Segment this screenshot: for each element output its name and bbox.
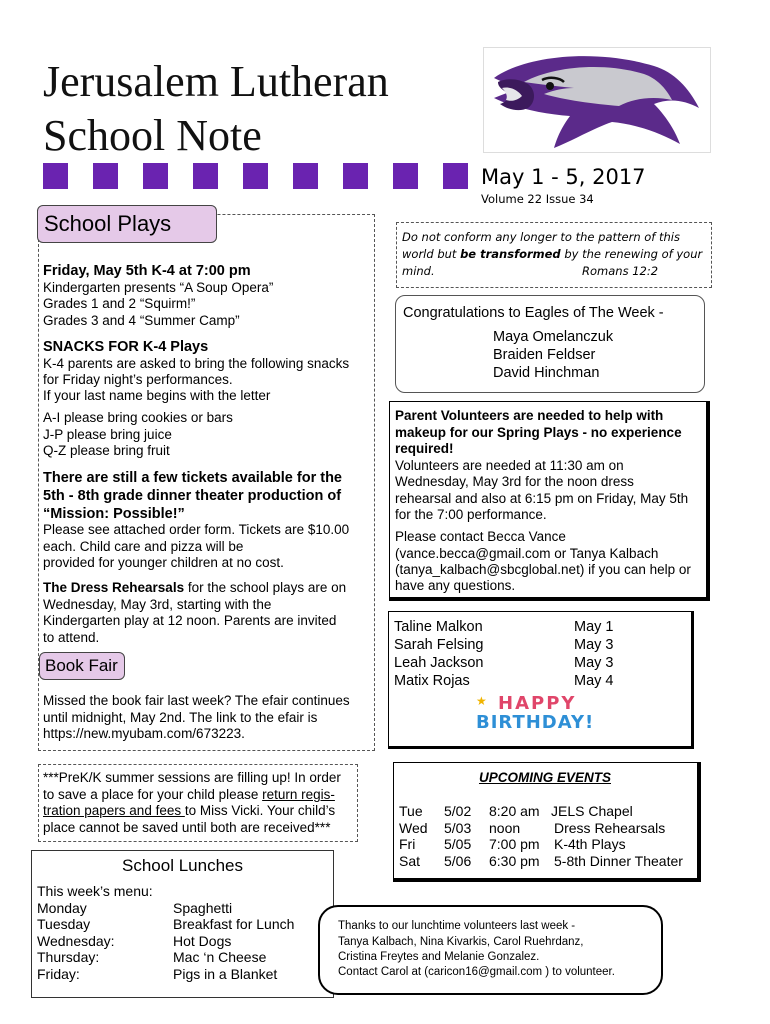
eagle-name: Maya Omelanczuk bbox=[493, 329, 614, 345]
book-fair-line: until midnight, May 2nd. The link to the efair is bbox=[43, 710, 318, 725]
purple-checker-band bbox=[43, 163, 493, 189]
volunteers-heading: required! bbox=[395, 441, 454, 456]
school-plays-heading-pill bbox=[37, 205, 217, 243]
event-name: 5-8th Dinner Theater bbox=[554, 853, 683, 869]
school-lunches-heading: School Lunches bbox=[122, 856, 243, 875]
event-date: 5/03 bbox=[444, 820, 472, 836]
lunch-day: Friday: bbox=[37, 966, 80, 982]
birthday-date: May 4 bbox=[574, 673, 614, 689]
snacks-line: K-4 parents are asked to bring the following snacks bbox=[43, 356, 350, 371]
event-name: K-4th Plays bbox=[554, 836, 626, 852]
dress-rehearsal-bold: The Dress Rehearsals bbox=[43, 580, 185, 595]
volunteers-contact: Please contact Becca Vance bbox=[395, 529, 566, 544]
book-fair-line: Missed the book fair last week? The efair continues bbox=[43, 693, 350, 708]
snacks-line: for Friday night’s performances. bbox=[43, 372, 233, 387]
friday-plays-line: Grades 3 and 4 “Summer Camp” bbox=[43, 313, 240, 328]
birthday-date: May 3 bbox=[574, 637, 614, 653]
eagles-heading: Congratulations to Eagles of The Week - bbox=[403, 305, 664, 321]
verse-line: mind. bbox=[402, 264, 435, 278]
book-fair-heading-pill bbox=[39, 652, 125, 680]
event-day: Fri bbox=[399, 836, 416, 852]
tickets-heading: 5th - 8th grade dinner theater production of bbox=[43, 488, 342, 504]
event-time: noon bbox=[489, 820, 521, 836]
birthday-name: Taline Malkon bbox=[394, 619, 483, 635]
event-name: Dress Rehearsals bbox=[554, 820, 666, 836]
prek-text: to Miss Vicki. Your child’s bbox=[184, 803, 336, 818]
verse-emphasis: be transformed bbox=[460, 247, 561, 261]
snacks-line: If your last name begins with the letter bbox=[43, 388, 271, 403]
event-day: Tue bbox=[399, 803, 423, 819]
friday-plays-line: Grades 1 and 2 “Squirm!” bbox=[43, 296, 196, 311]
lunch-intro: This week’s menu: bbox=[37, 883, 153, 899]
lunch-day: Thursday: bbox=[37, 949, 100, 965]
verse-line bbox=[402, 246, 702, 263]
tickets-line: Please see attached order form. Tickets are $10.00 bbox=[43, 522, 350, 537]
snack-letter-line: A-I please bring cookies or bars bbox=[43, 410, 233, 425]
tickets-heading: There are still a few tickets available for the bbox=[43, 470, 342, 486]
event-name: JELS Chapel bbox=[551, 803, 633, 819]
volunteers-contact: (tanya_kalbach@sbcglobal.net) if you can help or bbox=[395, 562, 691, 577]
dress-rehearsal-line: Kindergarten play at 12 noon. Parents are invited bbox=[43, 613, 337, 628]
lunch-meal: Breakfast for Lunch bbox=[173, 916, 295, 932]
upcoming-events-heading: UPCOMING EVENTS bbox=[478, 770, 611, 785]
happy-text: HAPPY bbox=[498, 693, 577, 714]
thanks-line: Thanks to our lunchtime volunteers last week - bbox=[338, 920, 576, 932]
event-date: 5/02 bbox=[444, 803, 472, 819]
prek-line: ***PreK/K summer sessions are filling up! In order bbox=[43, 770, 341, 785]
lunch-meal: Mac ‘n Cheese bbox=[173, 949, 267, 965]
thanks-line: Cristina Freytes and Melanie Gonzalez. bbox=[338, 951, 540, 963]
lunch-day: Tuesday bbox=[37, 916, 91, 932]
lunch-meal: Pigs in a Blanket bbox=[173, 966, 278, 982]
happy-birthday-banner bbox=[476, 694, 600, 736]
prek-line bbox=[43, 787, 335, 804]
prek-line: place cannot be saved until both are received*** bbox=[43, 820, 331, 835]
eagle-name: Braiden Feldser bbox=[493, 347, 596, 363]
lunch-day: Monday bbox=[37, 900, 87, 916]
volunteers-heading: makeup for our Spring Plays - no experience bbox=[395, 425, 682, 440]
lunch-meal: Hot Dogs bbox=[173, 933, 232, 949]
eagle-name: David Hinchman bbox=[493, 365, 600, 381]
issue-volume: Volume 22 Issue 34 bbox=[481, 192, 594, 206]
volunteers-heading: Parent Volunteers are needed to help with bbox=[395, 408, 664, 423]
volunteers-line: Wednesday, May 3rd for the noon dress bbox=[395, 474, 634, 489]
dress-rehearsal-rest: for the school plays are on bbox=[184, 580, 347, 595]
snacks-heading: SNACKS FOR K-4 Plays bbox=[43, 339, 209, 355]
birthday-text: BIRTHDAY! bbox=[476, 712, 595, 733]
prek-text: to save a place for your child please bbox=[43, 787, 263, 802]
event-date: 5/06 bbox=[444, 853, 472, 869]
birthday-date: May 3 bbox=[574, 655, 614, 671]
volunteers-contact: have any questions. bbox=[395, 578, 516, 593]
tickets-line: provided for younger children at no cost. bbox=[43, 555, 284, 570]
birthday-name: Sarah Felsing bbox=[394, 637, 484, 653]
prek-underlined: return regis- bbox=[262, 787, 335, 802]
event-time: 6:30 pm bbox=[489, 853, 540, 869]
event-time: 7:00 pm bbox=[489, 836, 540, 852]
friday-plays-line: Kindergarten presents “A Soup Opera” bbox=[43, 280, 274, 295]
star-icon: ★ bbox=[476, 694, 487, 708]
lunch-meal: Spaghetti bbox=[173, 900, 233, 916]
event-date: 5/05 bbox=[444, 836, 472, 852]
friday-plays-heading: Friday, May 5th K-4 at 7:00 pm bbox=[43, 263, 251, 279]
volunteers-line: Volunteers are needed at 11:30 am on bbox=[395, 458, 624, 473]
birthday-date: May 1 bbox=[574, 619, 614, 635]
snack-letter-line: Q-Z please bring fruit bbox=[43, 443, 170, 458]
prek-line bbox=[43, 803, 335, 820]
verse-text: world but bbox=[402, 247, 461, 261]
lunch-day: Wednesday: bbox=[37, 933, 115, 949]
book-fair-heading: Book Fair bbox=[45, 656, 118, 675]
event-time: 8:20 am bbox=[489, 803, 540, 819]
thanks-line: Tanya Kalbach, Nina Kivarkis, Carol Ruehrdanz, bbox=[338, 936, 584, 948]
volunteers-line: for the 7:00 performance. bbox=[395, 507, 547, 522]
thanks-line: Contact Carol at (caricon16@gmail.com ) to volunteer. bbox=[338, 966, 615, 978]
snack-letter-line: J-P please bring juice bbox=[43, 427, 172, 442]
book-fair-link[interactable]: https://new.myubam.com/673223. bbox=[43, 726, 245, 741]
event-day: Sat bbox=[399, 853, 421, 869]
volunteers-line: rehearsal and also at 6:15 pm on Friday, May 5th bbox=[395, 491, 689, 506]
verse-reference: Romans 12:2 bbox=[582, 264, 659, 278]
dress-rehearsal-line: to attend. bbox=[43, 630, 100, 645]
tickets-heading: “Mission: Possible!” bbox=[43, 506, 185, 522]
school-plays-heading: School Plays bbox=[44, 211, 172, 236]
verse-text: by the renewing of your bbox=[560, 247, 703, 261]
dress-rehearsal-line bbox=[43, 580, 346, 597]
eagle-head-logo bbox=[483, 47, 711, 153]
title-line-1: Jerusalem Lutheran bbox=[43, 57, 389, 106]
title-line-2: School Note bbox=[43, 111, 262, 160]
prek-underlined: tration papers and fees bbox=[43, 803, 185, 818]
birthday-name: Leah Jackson bbox=[394, 655, 484, 671]
event-day: Wed bbox=[399, 820, 428, 836]
volunteers-contact: (vance.becca@gmail.com or Tanya Kalbach bbox=[395, 546, 659, 561]
dress-rehearsal-line: Wednesday, May 3rd, starting with the bbox=[43, 597, 272, 612]
verse-line: Do not conform any longer to the pattern of this bbox=[402, 230, 680, 244]
issue-date: May 1 - 5, 2017 bbox=[481, 165, 646, 189]
tickets-line: each. Child care and pizza will be bbox=[43, 539, 244, 554]
birthday-name: Matix Rojas bbox=[394, 673, 470, 689]
